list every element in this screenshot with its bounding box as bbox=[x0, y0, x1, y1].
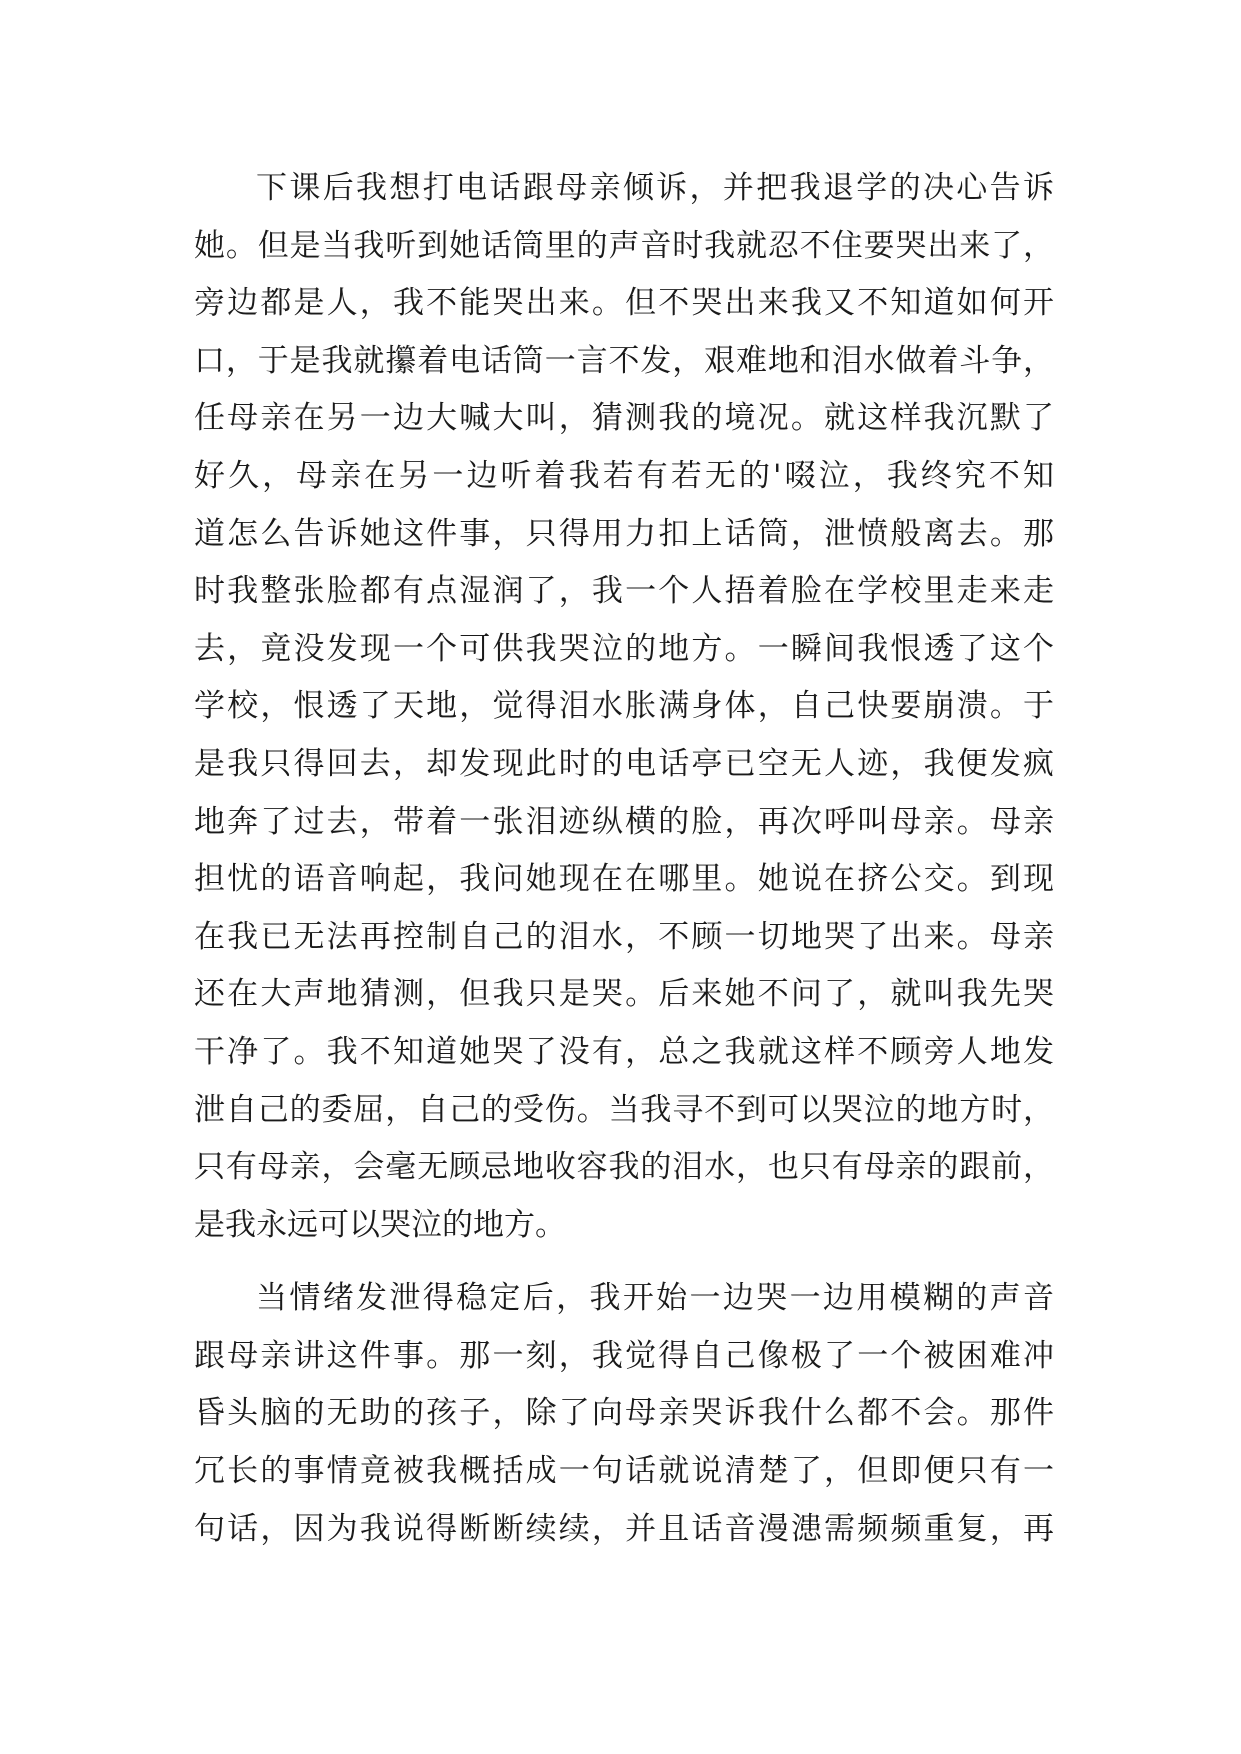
text-line: 下课后我想打电话跟母亲倾诉，并把我退学的决心告诉 bbox=[256, 170, 1054, 206]
text-line: 学校，恨透了天地，觉得泪水胀满身体，自己快要崩溃。于 bbox=[194, 688, 1054, 725]
text-line: 她。但是当我听到她话筒里的声音时我就忍不住要哭出来了， bbox=[194, 227, 1054, 264]
text-line: 昏头脑的无助的孩子，除了向母亲哭诉我什么都不会。那件 bbox=[194, 1395, 1054, 1432]
text-line: 还在大声地猜测，但我只是哭。后来她不问了，就叫我先哭 bbox=[194, 976, 1054, 1013]
text-line: 旁边都是人，我不能哭出来。但不哭出来我又不知道如何开 bbox=[194, 285, 1054, 322]
text-line: 是我永远可以哭泣的地方。 bbox=[194, 1206, 566, 1243]
text-line: 干净了。我不知道她哭了没有，总之我就这样不顾旁人地发 bbox=[194, 1033, 1054, 1070]
text-line: 句话，因为我说得断断续续，并且话音漫漶需频频重复，再 bbox=[194, 1510, 1054, 1547]
paragraph bbox=[194, 160, 1054, 1254]
text-line: 好久，母亲在另一边听着我若有若无的'啜泣，我终究不知 bbox=[194, 457, 1054, 494]
text-line: 地奔了过去，带着一张泪迹纵横的脸，再次呼叫母亲。母亲 bbox=[194, 803, 1054, 840]
text-line: 冗长的事情竟被我概括成一句话就说清楚了，但即便只有一 bbox=[194, 1453, 1054, 1490]
text-line: 道怎么告诉她这件事，只得用力扣上话筒，泄愤般离去。那 bbox=[194, 515, 1054, 552]
text-line: 是我只得回去，却发现此时的电话亭已空无人迹，我便发疯 bbox=[194, 745, 1054, 782]
text-line: 任母亲在另一边大喊大叫，猜测我的境况。就这样我沉默了 bbox=[194, 400, 1054, 437]
text-line: 只有母亲，会毫无顾忌地收容我的泪水，也只有母亲的跟前， bbox=[194, 1149, 1054, 1186]
text-line: 时我整张脸都有点湿润了，我一个人捂着脸在学校里走来走 bbox=[194, 573, 1054, 610]
body-text bbox=[194, 160, 1054, 1558]
text-line: 担忧的语音响起，我问她现在在哪里。她说在挤公交。到现 bbox=[194, 861, 1054, 898]
text-line: 去，竟没发现一个可供我哭泣的地方。一瞬间我恨透了这个 bbox=[194, 630, 1054, 667]
text-line: 在我已无法再控制自己的泪水，不顾一切地哭了出来。母亲 bbox=[194, 918, 1054, 955]
text-line: 当情绪发泄得稳定后，我开始一边哭一边用模糊的声音 bbox=[256, 1280, 1054, 1317]
text-line: 口，于是我就攥着电话筒一言不发，艰难地和泪水做着斗争， bbox=[194, 342, 1054, 379]
paragraph-spacer bbox=[194, 1254, 1054, 1270]
text-line: 泄自己的委屈，自己的受伤。当我寻不到可以哭泣的地方时， bbox=[194, 1091, 1054, 1128]
paragraph bbox=[194, 1270, 1054, 1558]
text-line: 跟母亲讲这件事。那一刻，我觉得自己像极了一个被困难冲 bbox=[194, 1337, 1054, 1374]
